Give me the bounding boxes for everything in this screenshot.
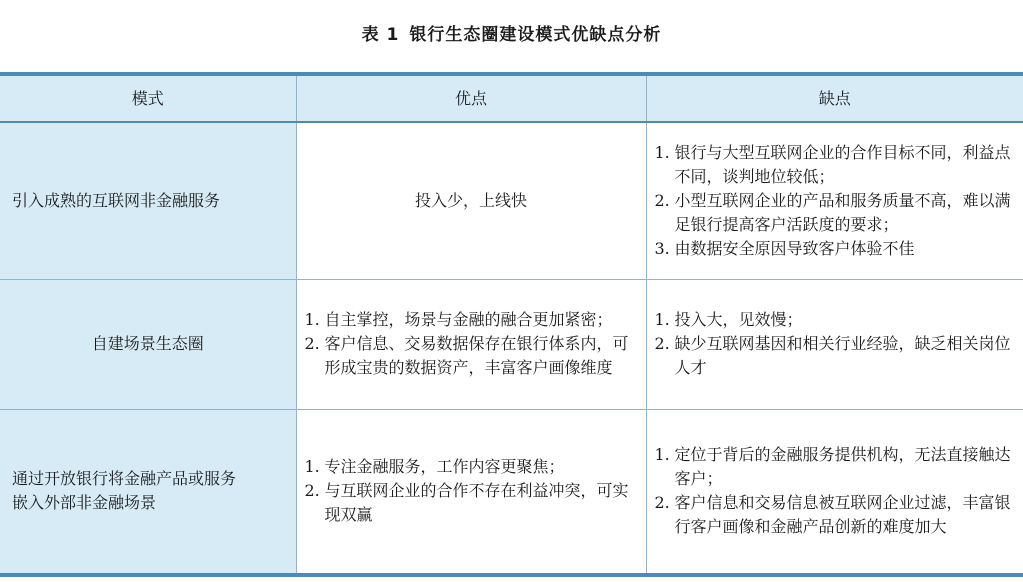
item-index: 3.: [654, 238, 670, 258]
item-index: 2.: [304, 334, 320, 353]
pros-list: [305, 455, 638, 527]
item-index: 2.: [654, 334, 670, 353]
header-pros: 优点: [296, 74, 646, 122]
item-text: 投入大，见效慢；: [674, 310, 803, 329]
item-text: 与互联网企业的合作不存在利益冲突，可实现双赢: [324, 481, 629, 525]
cons-cell: [646, 122, 1023, 279]
list-item: [655, 491, 1016, 539]
cons-list: [655, 443, 1016, 539]
item-index: 2.: [654, 493, 670, 513]
item-index: 1.: [654, 142, 670, 162]
cons-list: [655, 308, 1016, 380]
pros-cell: [296, 409, 646, 575]
pros-text: 投入少，上线快: [414, 190, 527, 210]
item-text: 小型互联网企业的产品和服务质量不高，难以满足银行提高客户活跃度的要求；: [674, 190, 1011, 234]
header-row: [0, 74, 1023, 122]
mode-text: 引入成熟的互联网非金融服务: [12, 190, 221, 210]
mode-cell: [0, 122, 296, 279]
item-index: 1.: [654, 310, 670, 329]
mode-cell: [0, 279, 296, 409]
comparison-table: [0, 72, 1023, 577]
item-index: 1.: [304, 457, 320, 477]
list-item: [305, 308, 638, 332]
table-row: [0, 279, 1023, 409]
pros-cell: [296, 279, 646, 409]
pros-list: [305, 308, 638, 380]
list-item: [305, 455, 638, 479]
item-index: 2.: [654, 190, 670, 210]
list-item: [305, 332, 638, 380]
item-text: 定位于背后的金融服务提供机构，无法直接触达客户；: [674, 445, 1011, 489]
mode-cell: [0, 409, 296, 575]
cons-cell: [646, 409, 1023, 575]
header-mode: 模式: [0, 74, 296, 122]
list-item: [655, 189, 1016, 237]
item-text: 专注金融服务，工作内容更聚焦；: [324, 457, 565, 477]
mode-text: 自建场景生态圈: [91, 334, 204, 353]
list-item: [655, 443, 1016, 491]
item-text: 客户信息和交易信息被互联网企业过滤，丰富银行客户画像和金融产品创新的难度加大: [674, 493, 1011, 537]
table-title: 银行生态圈建设模式优缺点分析: [409, 25, 662, 45]
item-index: 2.: [304, 481, 320, 501]
table-row: [0, 409, 1023, 575]
item-text: 银行与大型互联网企业的合作目标不同，利益点不同，谈判地位较低；: [674, 142, 1011, 186]
pros-cell: [296, 122, 646, 279]
item-index: 1.: [654, 445, 670, 465]
list-item: [655, 308, 1016, 332]
item-text: 由数据安全原因导致客户体验不佳: [674, 238, 915, 258]
mode-text-line-1: 通过开放银行将金融产品或服务: [12, 469, 237, 489]
item-text: 缺少互联网基因和相关行业经验，缺乏相关岗位人才: [674, 334, 1011, 377]
item-text: 客户信息、交易数据保存在银行体系内，可形成宝贵的数据资产，丰富客户画像维度: [324, 334, 629, 377]
header-cons: 缺点: [646, 74, 1023, 122]
cons-cell: [646, 279, 1023, 409]
list-item: [655, 237, 1016, 261]
mode-text-line-2: 嵌入外部非金融场景: [12, 493, 157, 513]
table-row: [0, 122, 1023, 279]
list-item: [655, 141, 1016, 189]
cons-list: [655, 141, 1016, 261]
table-number: 表 1: [361, 25, 400, 45]
list-item: [305, 479, 638, 527]
item-index: 1.: [304, 310, 320, 329]
table-caption: [0, 20, 1023, 45]
list-item: [655, 332, 1016, 380]
item-text: 自主掌控，场景与金融的融合更加紧密；: [324, 310, 613, 329]
